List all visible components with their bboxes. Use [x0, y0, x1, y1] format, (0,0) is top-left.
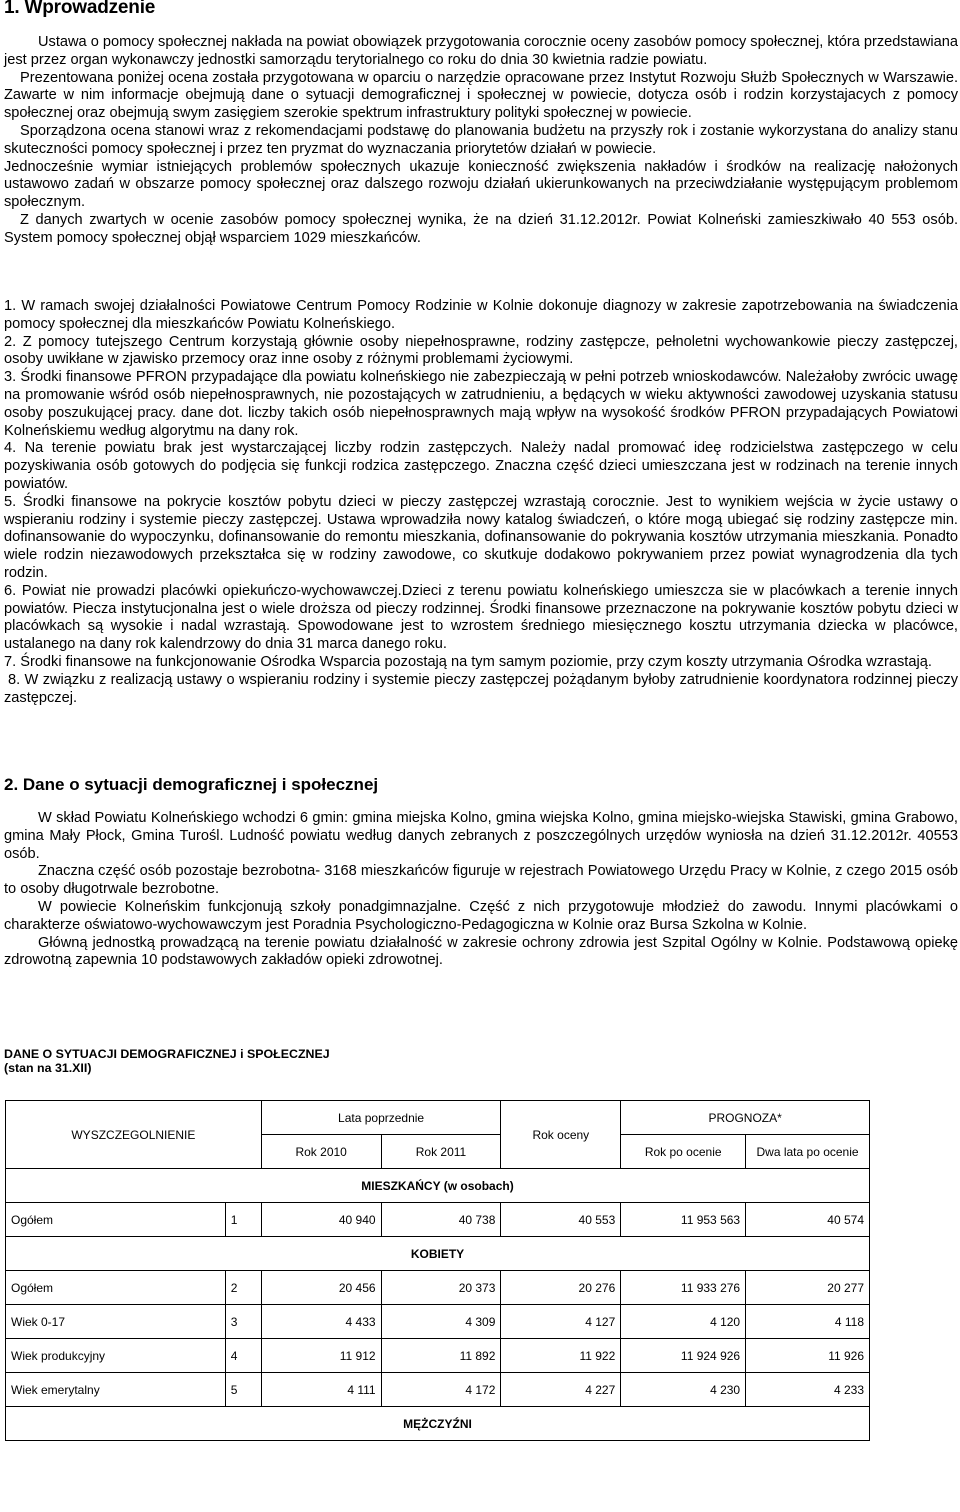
header-dwa-lata: Dwa lata po ocenie: [746, 1135, 870, 1169]
cell-2010: 4 433: [261, 1305, 381, 1339]
section-2-block: [4, 810, 958, 970]
cell-rok-oceny: 40 553: [501, 1203, 621, 1237]
cell-rok-po-ocenie: 4 230: [621, 1373, 746, 1407]
header-lata-poprzednie: Lata poprzednie: [261, 1101, 501, 1135]
table-date-line: (stan na 31.XII): [4, 1061, 92, 1075]
section-2-paragraph: W powiecie Kolneńskim funkcjonują szkoły ponadgimnazjalne. Część z nich przygotowuje młodzież do zawodu. Innymi placówkami o charakterze oświatowo-wychowawczym jest Poradnia Psychologiczno-Pedagogiczna w Kolnie oraz Bursa Szkolna w Kolnie.: [4, 898, 958, 933]
intro-paragraph: Ustawa o pomocy społecznej nakłada na powiat obowiązek przygotowania corocznie oceny zasobów pomocy społecznej, która przedstawiana jest przez organ wykonawczy jednostki samorządu terytorialnego co roku do dnia 30 kwietnia radzie powiatu.: [4, 34, 958, 68]
numbered-point: 7. Środki finansowe na funkcjonowanie Ośrodka Wsparcia pozostają na tym samym poziomie, przy czym koszty utrzymania Ośrodka wzrastają.: [4, 653, 932, 670]
cell-rok-po-ocenie: 4 120: [621, 1305, 746, 1339]
row-label: Ogółem: [6, 1203, 226, 1237]
cell-rok-po-ocenie: 11 924 926: [621, 1339, 746, 1373]
numbered-point: 1. W ramach swojej działalności Powiatowe Centrum Pomocy Rodzinie w Kolnie dokonuje diagnozy w zakresie zapotrzebowania na świadczenia pomocy społecznej dla mieszkańców Powiatu Kolneńskiego.: [4, 298, 958, 332]
numbered-point: 3. Środki finansowe PFRON przypadające dla powiatu kolneńskiego nie zabezpieczają w pełni potrzeb wnioskodawców. Należałoby zwrócic uwagę na promowanie wśród osób niepełnosprawnych, nie pozostających w zatrudnieniu, a będących w wieku aktywności zawodowej uzyskania statusu osoby poszukującej pracy. dane dot. liczby takich osób niepełnosprawnych mają wpływ na wysokość środków PFRON przypadających Powiatowi Kolneńskiemu według algorytmu na dany rok.: [4, 369, 958, 439]
cell-rok-po-ocenie: 11 953 563: [621, 1203, 746, 1237]
intro-paragraph: Jednocześnie wymiar istniejących problemów społecznych ukazuje konieczność zwiększenia nakładów i środków na realizację nałożonych ustawowo zadań w obszarze pomocy społecznej oraz dalszego rozwoju działań ukierunkowanych na przeciwdziałanie występującym problemom społecznym.: [4, 158, 958, 211]
cell-2011: 4 309: [381, 1305, 501, 1339]
numbered-point: 4. Na terenie powiatu brak jest wystarczającej liczby rodzin zastępczych. Należy nadal promować ideę rodzicielstwa zastępczego w celu pozyskiwania osób gotowych do podjęcia się funkcji rodzica zastępczego. Znaczna część dzieci umieszczana jest w rodzinach na terenie innych powiatów.: [4, 440, 958, 492]
cell-2011: 11 892: [381, 1339, 501, 1373]
table-title: [4, 1047, 330, 1075]
numbered-point: 5. Środki finansowe na pokrycie kosztów pobytu dzieci w pieczy zastępczej wzrastają corocznie. Jest to wynikiem wejścia w życie ustawy o wspieraniu rodziny i systemie pieczy zastępczej. Ustawa wprowadziła nowy katalog świadczeń, o które mogą ubiegać się rodziny zastępcze min. dofinansowanie do wypoczynku, dofinansowanie do remontu mieszkania, dofinansowanie do pokrywania kosztów utrzymania mieszkania. Ponadto wiele rodzin niezawodowych przekształca się w rodziny zawodowe, co skutkuje dodakowo pokrywaniem przez powiat wynagrodzenia dla tych rodzin.: [4, 493, 958, 581]
cell-dwa-lata: 20 277: [746, 1271, 870, 1305]
cell-rok-oceny: 4 127: [501, 1305, 621, 1339]
table-row: [6, 1305, 870, 1339]
table-row: [6, 1373, 870, 1407]
section-2-paragraph: W skład Powiatu Kolneńskiego wchodzi 6 gmin: gmina miejska Kolno, gmina wiejska Kolno, gmina miejsko-wiejska Stawiski, gmina Grabowo, gmina Mały Płock, Gmina Turośl. Ludność powiatu według danych zebranych z poszczególnych urzędów wyniosła na dzień 31.12.2012r. 40553 osób.: [4, 810, 958, 862]
intro-paragraph: Prezentowana poniżej ocena została przygotowana w oparciu o narzędzie opracowane przez Instytut Rozwoju Służb Społecznych w Warszawie. Zawarte w nim informacje obejmują dane o sytuacji demograficznej i społecznej w powiecie, dotycza osób i rodzin korzystajacych z pomocy społecznej oraz obejmują swym zasięgiem szerokie spektrum infrastruktury polityki społecznej w powiecie.: [4, 69, 958, 122]
header-wyszczegolnienie: WYSZCZEGOLNIENIE: [6, 1101, 262, 1169]
intro-paragraph: Z danych zwartych w ocenie zasobów pomocy społecznej wynika, że na dzień 31.12.2012r. Powiat Kolneński zamieszkiwało 40 553 osób. System pomocy społecznej objął wsparciem 1029 mieszkańców.: [4, 211, 958, 246]
row-number: 5: [225, 1373, 261, 1407]
cell-rok-oceny: 20 276: [501, 1271, 621, 1305]
row-number: 2: [225, 1271, 261, 1305]
cell-2011: 40 738: [381, 1203, 501, 1237]
numbered-point: 6. Powiat nie prowadzi placówki opiekuńczo-wychowawczej.Dzieci z terenu powiatu kolneńskiego umieszcza sie w placówkach a terenie innych powiatów. Piecza instytucjonalna jest o wiele droższa od pieczy rodzinnej. Środki finansowe przeznaczone na pokrywanie kosztów pobytu dzieci w placówkach są wysokie i nadal wzrastają. Spowodowane jest to wzrostem średniego miesięcznego kosztu utrzymania dziecka w placówce, ustalanego na dany rok kalendrzowy do dnia 31 marca danego roku.: [4, 582, 958, 653]
row-number: 1: [225, 1203, 261, 1237]
cell-2010: 20 456: [261, 1271, 381, 1305]
row-label: Ogółem: [6, 1271, 226, 1305]
cell-2010: 4 111: [261, 1373, 381, 1407]
row-label: Wiek emerytalny: [6, 1373, 226, 1407]
header-prognoza: PROGNOZA*: [621, 1101, 870, 1135]
numbered-point: 8. W związku z realizacją ustawy o wspieraniu rodziny i systemie pieczy zastępczej pożądanym byłoby zatrudnienie koordynatora rodzinnej pieczy zastępczej.: [4, 671, 958, 706]
header-rok-2011: Rok 2011: [381, 1135, 501, 1169]
cell-rok-po-ocenie: 11 933 276: [621, 1271, 746, 1305]
table-title-line: DANE O SYTUACJI DEMOGRAFICZNEJ i SPOŁECZNEJ: [4, 1047, 330, 1061]
intro-block: [4, 34, 958, 248]
cell-dwa-lata: 4 233: [746, 1373, 870, 1407]
group-header: KOBIETY: [6, 1237, 870, 1271]
group-header: MĘŻCZYŹNI: [6, 1407, 870, 1441]
section-2-paragraph: Główną jednostką prowadzącą na terenie powiatu działalność w zakresie ochrony zdrowia jest Szpital Ogólny w Kolnie. Podstawową opiekę zdrowotną zapewnia 10 podstawowych zakładów opieki zdrowotnej.: [4, 934, 958, 969]
cell-rok-oceny: 11 922: [501, 1339, 621, 1373]
row-number: 4: [225, 1339, 261, 1373]
cell-2011: 20 373: [381, 1271, 501, 1305]
cell-dwa-lata: 40 574: [746, 1203, 870, 1237]
cell-2011: 4 172: [381, 1373, 501, 1407]
cell-2010: 11 912: [261, 1339, 381, 1373]
group-header: MIESZKAŃCY (w osobach): [6, 1169, 870, 1203]
cell-rok-oceny: 4 227: [501, 1373, 621, 1407]
row-number: 3: [225, 1305, 261, 1339]
section-2-paragraph: Znaczna część osób pozostaje bezrobotna- 3168 mieszkańców figuruje w rejestrach Powiatowego Urzędu Pracy w Kolnie, z czego 2015 osób to osoby długotrwale bezrobotne.: [4, 863, 958, 898]
table-row: [6, 1203, 870, 1237]
cell-2010: 40 940: [261, 1203, 381, 1237]
table-row: [6, 1271, 870, 1305]
cell-dwa-lata: 4 118: [746, 1305, 870, 1339]
header-rok-oceny: Rok oceny: [501, 1101, 621, 1169]
row-label: Wiek 0-17: [6, 1305, 226, 1339]
header-rok-2010: Rok 2010: [261, 1135, 381, 1169]
row-label: Wiek produkcyjny: [6, 1339, 226, 1373]
numbered-point: 2. Z pomocy tutejszego Centrum korzystają głównie osoby niepełnosprawne, rodziny zastępcze, pełnoletni wychowankowie pieczy zastępczej, osoby uwikłane w zjawisko przemocy oraz inne osoby z różnymi problemami życiowymi.: [4, 333, 958, 368]
section-2-heading: 2. Dane o sytuacji demograficznej i społecznej: [4, 775, 379, 794]
demographic-table: [5, 1100, 870, 1441]
points-block: [4, 298, 958, 707]
table-row: [6, 1339, 870, 1373]
cell-dwa-lata: 11 926: [746, 1339, 870, 1373]
section-1-heading: 1. Wprowadzenie: [4, 0, 156, 18]
header-rok-po-ocenie: Rok po ocenie: [621, 1135, 746, 1169]
intro-paragraph: Sporządzona ocena stanowi wraz z rekomendacjami podstawę do planowania budżetu na przyszły rok i zostanie wykorzystana do analizy stanu skuteczności pomocy społecznej i przez ten pryzmat do wyznaczania priorytetów działań w powiecie.: [4, 122, 958, 157]
